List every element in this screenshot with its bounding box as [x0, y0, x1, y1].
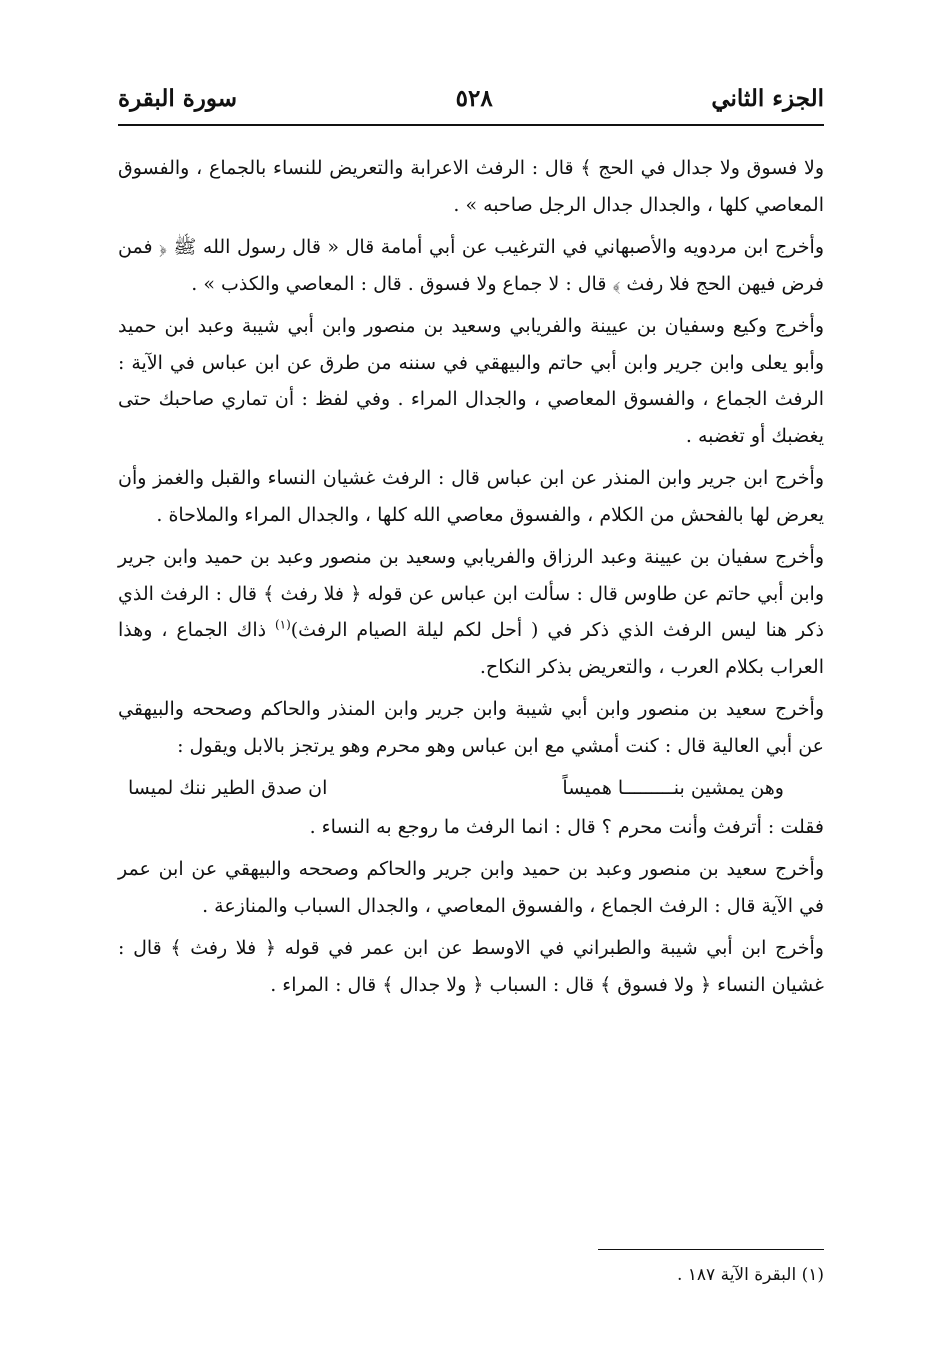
poetry-verse	[118, 770, 824, 807]
paragraph-5-text-a: وأخرج سفيان بن عيينة وعبد الرزاق والفريابي وسعيد بن منصور وعبد بن حميد وابن جرير وابن أبي حاتم عن طاوس قال : سألت ابن عباس عن قوله ﴿ فلا رفث ﴾ قال : الرفث الذي ذكر هنا ليس الرفث الذي ذكر في ( أحل لكم ليلة الصيام الرفث)	[118, 546, 824, 641]
verse-first-hemistich: وهن يمشين بنـــــــــا هميساً	[562, 777, 784, 799]
header-divider	[118, 124, 824, 126]
verse-second-hemistich: ان صدق الطير ننك لميسا	[128, 777, 328, 799]
paragraph-6: وأخرج سعيد بن منصور وابن أبي شيبة وابن جرير وابن المنذر والحاكم وصححه والبيهقي عن أبي العالية قال : كنت أمشي مع ابن عباس وهو محرم وهو يرتجز بالابل ويقول :	[118, 698, 824, 757]
paragraph-5-text-b: ذاك الجماع ، وهذا العراب بكلام العرب ، والتعريض بذكر النكاح.	[118, 619, 824, 678]
page-header	[118, 78, 824, 118]
footnote: (١) البقرة الآية ١٨٧ .	[676, 1265, 824, 1285]
paragraph-5	[118, 539, 824, 685]
paragraph-2: وأخرج ابن مردويه والأصبهاني في الترغيب عن أبي أمامة قال « قال رسول الله ﷺ ﴿ فمن فرض فيهن الحج فلا رفث ﴾ قال : لا جماع ولا فسوق . قال : المعاصي والكذب » .	[118, 236, 824, 295]
page-number: ٥٢٨	[455, 84, 493, 112]
part-title: الجزء الثاني	[711, 84, 824, 112]
paragraph-1: ولا فسوق ولا جدال في الحج ﴾ قال : الرفث الاعرابة والتعريض للنساء بالجماع ، والفسوق المعاصي كلها ، والجدال جدال الرجل صاحبه » .	[118, 157, 824, 216]
paragraph-7: فقلت : أترفث وأنت محرم ؟ قال : انما الرفث ما روجع به النساء .	[309, 815, 824, 838]
paragraph-4: وأخرج ابن جرير وابن المنذر عن ابن عباس قال : الرفث غشيان النساء والقبل والغمز وأن يعرض لها بالفحش من الكلام ، والفسوق معاصي الله كلها ، والجدال المراء والملاحاة .	[118, 467, 824, 526]
paragraph-3: وأخرج وكيع وسفيان بن عيينة والفريابي وسعيد بن منصور وابن أبي شيبة وعبد ابن حميد وأبو يعلى وابن جرير وابن أبي حاتم والبيهقي في سننه من طرق عن ابن عباس في الآية : الرفث الجماع ، والفسوق المعاصي ، والجدال المراء . وفي لفظ : أن تماري صاحبك حتى يغضبك أو تغضبه .	[118, 315, 824, 447]
surah-title: سورة البقرة	[118, 84, 238, 112]
paragraph-8: وأخرج سعيد بن منصور وعبد بن حميد وابن جرير والحاكم وصححه والبيهقي عن ابن عمر في الآية قال : الرفث الجماع ، والفسوق المعاصي ، والجدال السباب والمنازعة .	[118, 858, 824, 917]
paragraph-9: وأخرج ابن أبي شيبة والطبراني في الاوسط عن ابن عمر في قوله ﴿ فلا رفث ﴾ قال : غشيان النساء ﴿ ولا فسوق ﴾ قال : السباب ﴿ ولا جدال ﴾ قال : المراء .	[118, 937, 824, 996]
footnote-divider	[598, 1249, 824, 1250]
footnote-reference: (١)	[274, 617, 291, 632]
main-text	[118, 150, 824, 1009]
